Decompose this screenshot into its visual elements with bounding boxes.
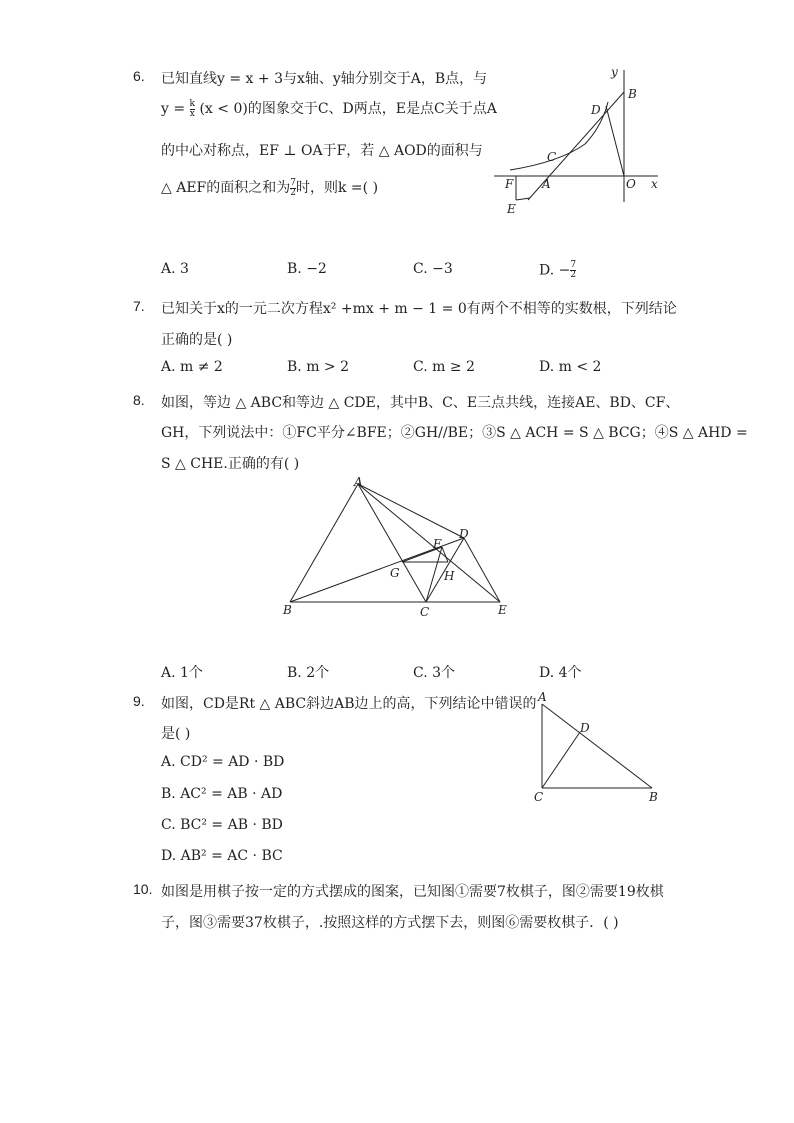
q9-option-d[interactable]: D. AB² = AC · BC (161, 848, 283, 864)
q6-option-b[interactable]: B. −2 (287, 261, 327, 277)
q6-line-4 (161, 177, 378, 198)
q6-label-F: F (505, 177, 514, 191)
q6-y-equals: y = (161, 101, 186, 117)
q6-label-C: C (547, 150, 557, 164)
q6-label-A: A (542, 177, 551, 191)
q8-label-F: F (433, 537, 442, 551)
q6-option-a[interactable]: A. 3 (161, 261, 189, 277)
q6-fraction-7-over-2: $\frac{7}{2}$ (290, 177, 296, 198)
q8-line-3: S △ CHE.正确的有( ) (161, 456, 300, 472)
q9-option-c[interactable]: C. BC² = AB · BD (161, 817, 283, 833)
q6-line-2-text: (x < 0)的图象交于C、D两点，E是点C关于点A (199, 101, 497, 117)
q8-number: 8. (133, 392, 145, 408)
q7-option-a[interactable]: A. m ≠ 2 (161, 359, 223, 375)
q6-line-4-text: △ AEF的面积之和为 (161, 180, 291, 196)
q6-line-2 (161, 98, 497, 119)
q6-line-3: 的中心对称点，EF ⊥ OA于F，若 △ AOD的面积与 (161, 143, 483, 159)
q9-line-2: 是( ) (161, 726, 191, 742)
q10-line-2: 子，图③需要37枚棋子，.按照这样的方式摆下去，则图⑥需要枚棋子．( ) (161, 915, 619, 931)
q7-option-c[interactable]: C. m ≥ 2 (413, 359, 475, 375)
q6-number: 6. (133, 68, 145, 84)
q9-line-1: 如图，CD是Rt △ ABC斜边AB边上的高，下列结论中错误的 (161, 696, 537, 712)
q8-label-B: B (283, 603, 292, 617)
q8-figure (282, 474, 522, 624)
q6-figure (490, 62, 670, 216)
q8-label-A: A (354, 475, 363, 489)
q8-label-H: H (444, 569, 455, 583)
q6-label-O: O (626, 177, 636, 191)
q9-label-B: B (649, 790, 658, 804)
q7-line-2: 正确的是( ) (161, 332, 233, 348)
q8-label-D: D (459, 527, 469, 541)
q8-label-C: C (420, 605, 430, 619)
q10-line-1: 如图是用棋子按一定的方式摆成的图案，已知图①需要7枚棋子，图②需要19枚棋 (161, 884, 664, 900)
q6-label-y: y (611, 65, 618, 79)
q7-option-b[interactable]: B. m > 2 (287, 359, 350, 375)
q9-option-a[interactable]: A. CD² = AD · BD (161, 754, 285, 770)
q6-line-4-end: 时，则k =( ) (296, 180, 379, 196)
q6-option-d[interactable]: D. − $\frac{7}{2}$ (539, 260, 577, 280)
q8-option-a[interactable]: A. 1个 (161, 665, 203, 681)
q8-line-1: 如图，等边 △ ABC和等边 △ CDE，其中B、C、E三点共线，连接AE、BD、CF、 (161, 395, 680, 411)
q9-number: 9. (133, 693, 145, 709)
q10-number: 10. (133, 881, 153, 897)
q8-label-E: E (498, 603, 507, 617)
q8-line-2: GH，下列说法中：①FC平分∠BFE；②GH//BE；③S △ ACH = S △ BCG；④S △ AHD = (161, 425, 748, 441)
q7-line-1: 已知关于x的一元二次方程x² +mx + m − 1 = 0有两个不相等的实数根，下列结论 (161, 301, 677, 317)
q6-option-c[interactable]: C. −3 (413, 261, 453, 277)
q8-option-b[interactable]: B. 2个 (287, 665, 330, 681)
q7-number: 7. (133, 298, 145, 314)
q6-label-E: E (507, 202, 516, 216)
q7-option-d[interactable]: D. m < 2 (539, 359, 602, 375)
q6-label-D: D (591, 103, 601, 117)
q9-label-D: D (580, 721, 590, 735)
q9-option-b[interactable]: B. AC² = AB · AD (161, 786, 283, 802)
q8-option-c[interactable]: C. 3个 (413, 665, 456, 681)
q8-option-d[interactable]: D. 4个 (539, 665, 582, 681)
q9-figure (530, 688, 670, 808)
q6-label-x: x (651, 177, 658, 191)
q9-label-A: A (538, 690, 547, 704)
q6-option-d-fraction: $\frac{7}{2}$ (570, 260, 577, 280)
q9-label-C: C (534, 790, 544, 804)
q6-label-B: B (628, 87, 637, 101)
q6-fraction-k-over-x: $\frac{k}{x}$ (189, 98, 196, 119)
q8-label-G: G (390, 566, 400, 580)
q6-line-1: 已知直线y = x + 3与x轴、y轴分别交于A，B点，与 (161, 71, 488, 87)
